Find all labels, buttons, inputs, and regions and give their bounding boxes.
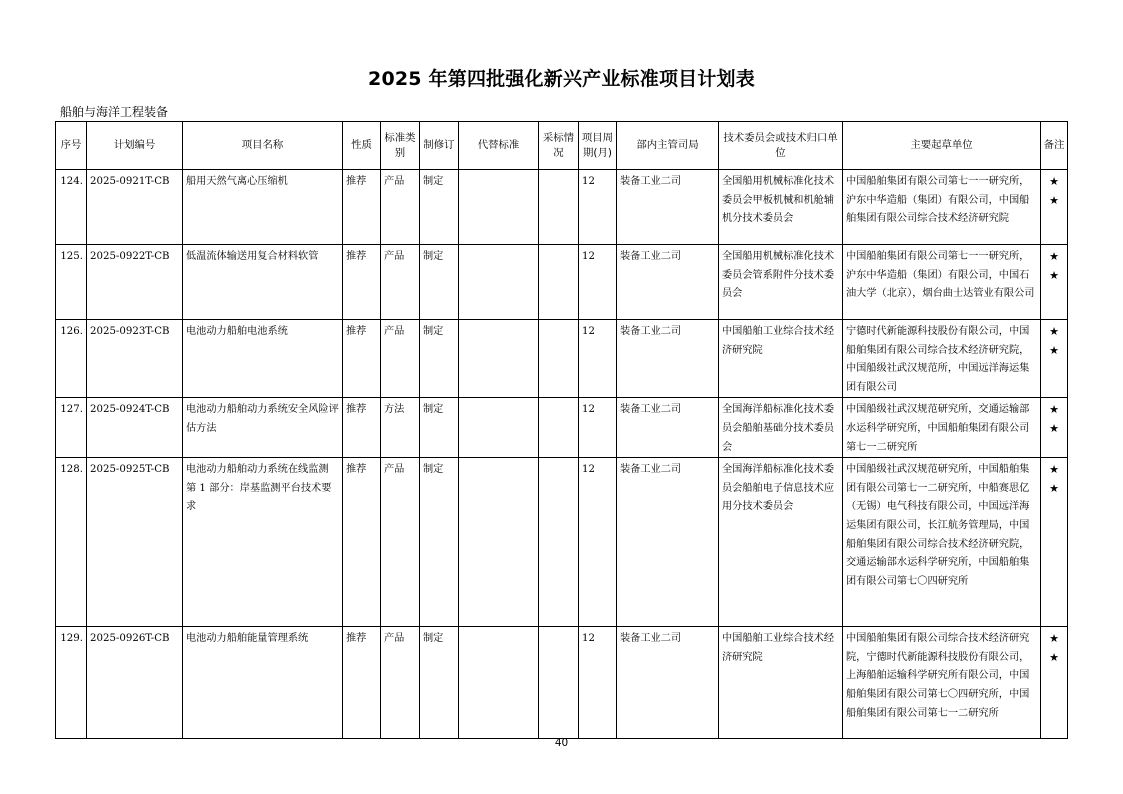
header-drafters: 主要起草单位: [843, 122, 1041, 170]
cell-drafters: 中国船级社武汉规范研究所，中国船舶集团有限公司第七一二研究所，中船赛思亿（无锡）电气科技有限公司，中国远洋海运集团有限公司，长江航务管理局，中国船舶集团有限公司综合技术经济研究院，交通运输部水运科学研究所，中国船舶集团有限公司第七〇四研究所: [843, 458, 1041, 627]
cell-project-name: 电池动力船舶动力系统在线监测 第 1 部分：岸基监测平台技术要求: [183, 458, 343, 627]
cell-seq: 126.: [56, 320, 87, 398]
cell-revise: 制定: [420, 320, 459, 398]
header-remarks: 备注: [1041, 122, 1068, 170]
header-nature: 性质: [343, 122, 381, 170]
cell-seq: 127.: [56, 398, 87, 458]
cell-department: 装备工业二司: [617, 398, 719, 458]
cell-project-name: 船用天然气离心压缩机: [183, 170, 343, 245]
cell-plan-code: 2025-0925T-CB: [87, 458, 183, 627]
cell-plan-code: 2025-0926T-CB: [87, 627, 183, 739]
cell-department: 装备工业二司: [617, 458, 719, 627]
star-icon: ★: [1049, 343, 1059, 357]
cell-drafters: 中国船舶集团有限公司综合技术经济研究院，宁德时代新能源科技股份有限公司，上海船舶运输科学研究所有限公司，中国船舶集团有限公司第七〇四研究所，中国船舶集团有限公司第七一二研究所: [843, 627, 1041, 739]
cell-period: 12: [579, 320, 617, 398]
table-row: [56, 320, 1068, 398]
cell-period: 12: [579, 398, 617, 458]
cell-nature: 推荐: [343, 245, 381, 320]
header-seq: 序号: [56, 122, 87, 170]
cell-project-name: 电池动力船舶能量管理系统: [183, 627, 343, 739]
cell-replace-standard: [459, 458, 539, 627]
star-icon: ★: [1049, 175, 1059, 188]
cell-project-name: 低温流体输送用复合材料软管: [183, 245, 343, 320]
star-icon: ★: [1049, 632, 1059, 646]
table-row: [56, 170, 1068, 245]
cell-adoption: [539, 170, 579, 245]
cell-adoption: [539, 320, 579, 398]
cell-department: 装备工业二司: [617, 170, 719, 245]
standards-plan-table: [55, 121, 1068, 739]
cell-revise: 制定: [420, 627, 459, 739]
cell-replace-standard: [459, 170, 539, 245]
header-project-name: 项目名称: [183, 122, 343, 170]
section-label: 船舶与海洋工程装备: [60, 105, 169, 119]
cell-remarks: [1041, 245, 1068, 320]
star-icon: ★: [1049, 403, 1059, 417]
cell-remarks: [1041, 627, 1068, 739]
cell-nature: 推荐: [343, 458, 381, 627]
star-icon: ★: [1049, 481, 1059, 495]
cell-committee: 全国海洋船标准化技术委员会船舶基础分技术委员会: [719, 398, 843, 458]
cell-adoption: [539, 398, 579, 458]
cell-seq: 128.: [56, 458, 87, 627]
cell-seq: 129.: [56, 627, 87, 739]
table-header-row: [56, 122, 1068, 170]
cell-drafters: 中国船舶集团有限公司第七一一研究所，沪东中华造船（集团）有限公司，中国石油大学（北京），烟台曲士达管业有限公司: [843, 245, 1041, 320]
cell-remarks: [1041, 320, 1068, 398]
cell-remarks: [1041, 398, 1068, 458]
star-icon: ★: [1049, 463, 1059, 477]
cell-department: 装备工业二司: [617, 245, 719, 320]
cell-revise: 制定: [420, 245, 459, 320]
cell-replace-standard: [459, 398, 539, 458]
cell-nature: 推荐: [343, 170, 381, 245]
table-row: [56, 398, 1068, 458]
cell-committee: 全国海洋船标准化技术委员会船舶电子信息技术应用分技术委员会: [719, 458, 843, 627]
cell-remarks: [1041, 170, 1068, 245]
header-period: 项目周期(月): [579, 122, 617, 170]
cell-drafters: 中国船舶集团有限公司第七一一研究所，沪东中华造船（集团）有限公司，中国船舶集团有限公司综合技术经济研究院: [843, 170, 1041, 245]
cell-replace-standard: [459, 627, 539, 739]
cell-committee: 中国船舶工业综合技术经济研究院: [719, 320, 843, 398]
cell-committee: 全国船用机械标准化技术委员会甲板机械和机舱辅机分技术委员会: [719, 170, 843, 245]
cell-adoption: [539, 245, 579, 320]
cell-nature: 推荐: [343, 627, 381, 739]
cell-department: 装备工业二司: [617, 320, 719, 398]
star-icon: ★: [1049, 325, 1059, 338]
header-revise: 制修订: [420, 122, 459, 170]
cell-standard-type: 产品: [381, 245, 420, 320]
cell-project-name: 电池动力船舶电池系统: [183, 320, 343, 398]
cell-nature: 推荐: [343, 320, 381, 398]
document-title: 2025 年第四批强化新兴产业标准项目计划表: [368, 68, 755, 90]
cell-adoption: [539, 627, 579, 739]
table-row: [56, 245, 1068, 320]
cell-standard-type: 产品: [381, 458, 420, 627]
cell-revise: 制定: [420, 170, 459, 245]
cell-plan-code: 2025-0923T-CB: [87, 320, 183, 398]
cell-replace-standard: [459, 320, 539, 398]
star-icon: ★: [1049, 650, 1059, 664]
star-icon: ★: [1049, 268, 1059, 282]
table-row: [56, 627, 1068, 739]
cell-revise: 制定: [420, 398, 459, 458]
cell-standard-type: 产品: [381, 170, 420, 245]
header-plan-code: 计划编号: [87, 122, 183, 170]
cell-standard-type: 产品: [381, 320, 420, 398]
cell-period: 12: [579, 170, 617, 245]
header-department: 部内主管司局: [617, 122, 719, 170]
header-adoption: 采标情况: [539, 122, 579, 170]
cell-committee: 中国船舶工业综合技术经济研究院: [719, 627, 843, 739]
cell-seq: 125.: [56, 245, 87, 320]
cell-revise: 制定: [420, 458, 459, 627]
star-icon: ★: [1049, 193, 1059, 207]
header-committee: 技术委员会或技术归口单位: [719, 122, 843, 170]
header-standard-type: 标准类别: [381, 122, 420, 170]
cell-remarks: [1041, 458, 1068, 627]
cell-plan-code: 2025-0924T-CB: [87, 398, 183, 458]
cell-plan-code: 2025-0922T-CB: [87, 245, 183, 320]
cell-period: 12: [579, 627, 617, 739]
star-icon: ★: [1049, 250, 1059, 263]
cell-seq: 124.: [56, 170, 87, 245]
cell-replace-standard: [459, 245, 539, 320]
cell-project-name: 电池动力船舶动力系统安全风险评估方法: [183, 398, 343, 458]
cell-drafters: 宁德时代新能源科技股份有限公司，中国船舶集团有限公司综合技术经济研究院，中国船级社武汉规范所，中国远洋海运集团有限公司: [843, 320, 1041, 398]
star-icon: ★: [1049, 421, 1059, 435]
cell-department: 装备工业二司: [617, 627, 719, 739]
cell-period: 12: [579, 245, 617, 320]
cell-standard-type: 方法: [381, 398, 420, 458]
cell-plan-code: 2025-0921T-CB: [87, 170, 183, 245]
header-replace-standard: 代替标准: [459, 122, 539, 170]
cell-period: 12: [579, 458, 617, 627]
page-number: 40: [554, 737, 569, 749]
cell-adoption: [539, 458, 579, 627]
table-row: [56, 458, 1068, 627]
cell-nature: 推荐: [343, 398, 381, 458]
cell-drafters: 中国船级社武汉规范研究所，交通运输部水运科学研究所，中国船舶集团有限公司第七一二研究所: [843, 398, 1041, 458]
cell-standard-type: 产品: [381, 627, 420, 739]
cell-committee: 全国船用机械标准化技术委员会管系附件分技术委员会: [719, 245, 843, 320]
